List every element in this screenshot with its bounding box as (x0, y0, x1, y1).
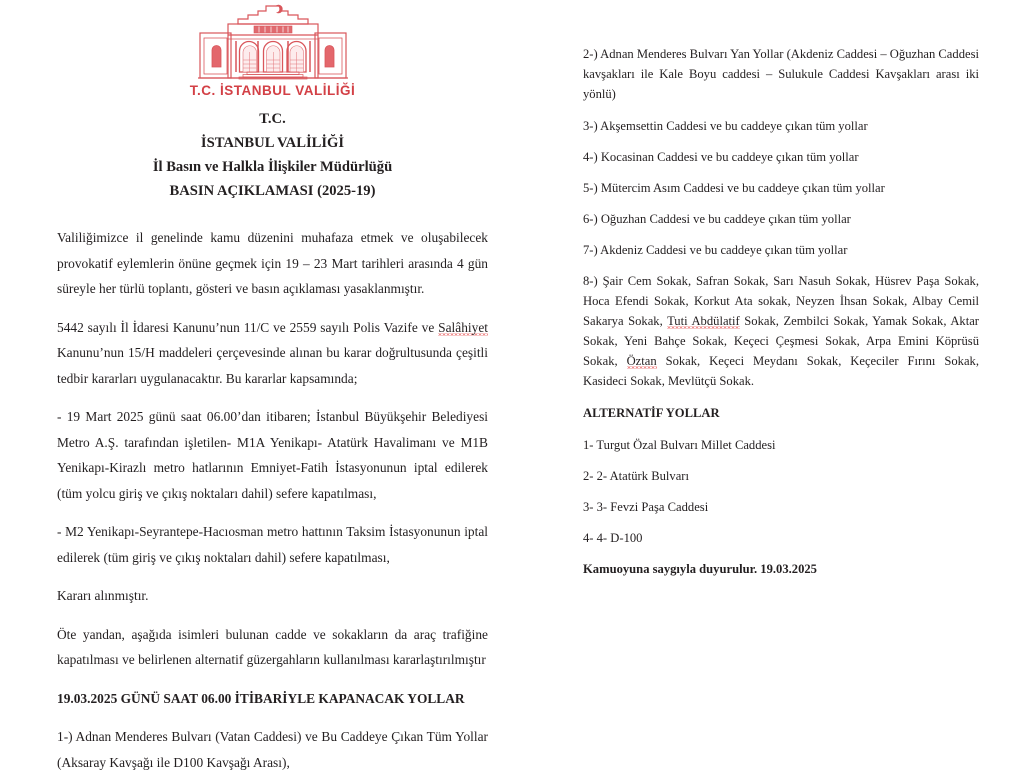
closure-item-1: 1-) Adnan Menderes Bulvarı (Vatan Caddesi) ve Bu Caddeye Çıkan Tüm Yollar (Aksaray Kavşağı ile D100 Kavşağı Arası), (57, 729, 488, 770)
alternative-item-4: 4- 4- D-100 (583, 531, 643, 545)
paragraph-road-closure-intro: Öte yandan, aşağıda isimleri bulunan cadde ve sokakların da araç trafiğine kapatılması ve belirlenen alternatif güzergahların kullanılması kararlaştırılmıştır (57, 626, 488, 667)
paragraph-metro-m2: - M2 Yenikapı-Seyrantepe-Hacıosman metro hattının Taksim İstasyonunun iptal edilerek (tüm giriş ve çıkış noktaları dahil) sefere kapatılması, (57, 524, 488, 565)
doc-heading-line-4: BASIN AÇIKLAMASI (2025-19) (169, 183, 376, 199)
alternative-item-3: 3- 3- Fevzi Paşa Caddesi (583, 500, 709, 514)
closure-item-3: 3-) Akşemsettin Caddesi ve bu caddeye çıkan tüm yollar (583, 119, 868, 133)
organization-logo (57, 0, 488, 98)
closure-item-2: 2-) Adnan Menderes Bulvarı Yan Yollar (Akdeniz Caddesi – Oğuzhan Caddesi kavşakları ile Kale Boyu caddesi – Sulukule Caddesi Kavşakları arası iki yönlü) (583, 47, 979, 101)
paragraph-legal-basis: 5442 sayılı İl İdaresi Kanunu’nun 11/C ve 2559 sayılı Polis Vazife ve Salâhiyet Kanunu’nun 15/H maddeleri çerçevesinde alınan bu karar doğrultusunda çeşitli tedbir kararları uygulanacaktır. Bu kararlar kapsamında; (57, 319, 488, 386)
alternative-item-1: 1- Turgut Özal Bulvarı Millet Caddesi (583, 438, 776, 452)
istanbul-governorship-building-icon (195, 2, 351, 82)
doc-heading-line-3: İl Basın ve Halkla İlişkiler Müdürlüğü (152, 159, 393, 175)
doc-heading-line-1: T.C. (259, 111, 286, 127)
paragraph-metro-m1: - 19 Mart 2025 günü saat 06.00’dan itibaren; İstanbul Büyükşehir Belediyesi Metro A.Ş. tarafından işletilen- M1A Yenikapı- Atatürk Havalimanı ve M1B Yenikapı-Kirazlı metro hatlarının Emniyet-Fatih İstasyonunun iptal edilerek (tüm yolcu giriş ve çıkış noktaları dahil) sefere kapatılması, (57, 409, 488, 501)
closing-statement: Kamuoyuna saygıyla duyurulur. 19.03.2025 (583, 562, 817, 576)
left-column (57, 0, 488, 775)
closure-item-4: 4-) Kocasinan Caddesi ve bu caddeye çıkan tüm yollar (583, 150, 859, 164)
closure-item-8-part-2: Sokak, Zembilci Sokak, Yamak Sokak, Aktar Sokak, Yeni Bahçe Sokak, Keçeci Çeşmesi Sokak, Arpa Emini Köprüsü Sokak, (583, 314, 979, 368)
logo-caption: T.C. İSTANBUL VALİLİĞİ (189, 83, 356, 98)
spellcheck-word-tuti-abdulatif: Tuti Abdülatif (667, 314, 740, 328)
doc-heading-line-2: İSTANBUL VALİLİĞİ (200, 135, 345, 151)
closure-item-8-part-3: Sokak, Keçeci Meydanı Sokak, Keçeciler Fırını Sokak, Kasideci Sokak, Mevlütçü Sokak. (583, 354, 979, 388)
paragraph-decision: Kararı alınmıştır. (57, 588, 149, 603)
closure-item-8 (583, 271, 979, 391)
closure-item-6: 6-) Oğuzhan Caddesi ve bu caddeye çıkan tüm yollar (583, 212, 851, 226)
alternatives-heading: ALTERNATİF YOLLAR (583, 406, 720, 420)
closure-item-8-part-1: 8-) Şair Cem Sokak, Safran Sokak, Sarı Nasuh Sokak, Hüsrev Paşa Sokak, Hoca Efendi Sokak, Korkut Ata sokak, Neyzen İhsan Sokak, Albay Cemil Sakarya Sokak, (583, 274, 979, 328)
closures-heading: 19.03.2025 GÜNÜ SAAT 06.00 İTİBARİYLE KAPANACAK YOLLAR (57, 690, 465, 706)
alternative-item-2: 2- 2- Atatürk Bulvarı (583, 469, 689, 483)
paragraph-intro: Valiliğimizce il genelinde kamu düzenini muhafaza etmek ve oluşabilecek provokatif eylemlerin önüne geçmek için 19 – 23 Mart tarihleri arasında 4 gün süreyle her türlü toplantı, gösteri ve basın açıklaması yasaklanmıştır. (57, 230, 488, 296)
heading-body-spacer (57, 203, 488, 225)
closure-item-7: 7-) Akdeniz Caddesi ve bu caddeye çıkan tüm yollar (583, 243, 848, 257)
spellcheck-word-oztan: Öztan (626, 354, 657, 368)
right-column (583, 44, 979, 591)
closure-item-5: 5-) Mütercim Asım Caddesi ve bu caddeye çıkan tüm yollar (583, 181, 885, 195)
spellcheck-word-salahiyet: Salâhiyet (438, 319, 488, 335)
